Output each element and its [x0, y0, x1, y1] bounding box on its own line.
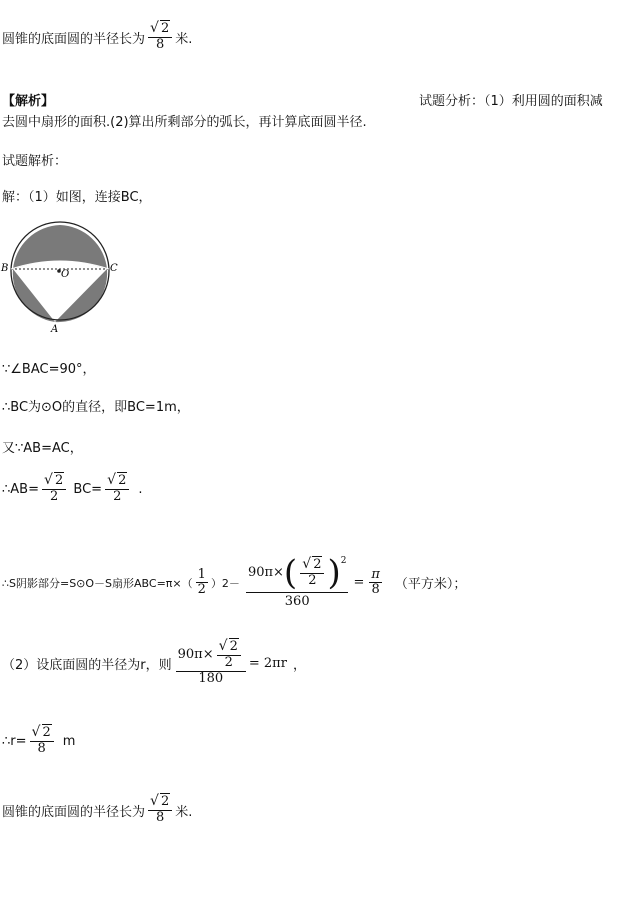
analysis-tag: 【解析】 — [2, 94, 55, 109]
arc-fraction: 90π× √ 2 2 180 — [176, 640, 246, 687]
step-ab-equation: ∴AB= √ 2 2 BC= √ 2 2 . — [2, 472, 143, 504]
analysis-second: 去圆中扇形的面积.(2)算出所剩部分的弧长，再计算底面圆半径. — [2, 115, 367, 130]
label-o: O — [61, 269, 70, 280]
half-fraction: $\frac{1}{2}$ — [197, 566, 206, 598]
r-fraction: √ 2 8 — [30, 726, 54, 757]
area-close: ）2－ — [210, 576, 240, 590]
label-a: A — [51, 324, 59, 335]
label-c: C — [110, 263, 118, 274]
area-prefix: ∴S阴影部分=S⊙O－S扇形ABC=π×（ — [2, 576, 193, 590]
analysis-right: 试题分析：（1）利用圆的面积减 — [419, 94, 603, 109]
radius-fraction: √ 2 8 — [148, 22, 172, 53]
label-b: B — [1, 263, 9, 274]
shaded-region — [13, 225, 107, 269]
circle-figure — [0, 220, 125, 335]
step-area: ∴S阴影部分=S⊙O－S扇形ABC=π×（ $\frac{1}{2}$ ）2－ 90π× ( √ 2 2 ) 2 360 = $\frac{\pi}{8}$ （平方米）； — [2, 553, 467, 609]
detail-label: 试题解析： — [2, 154, 68, 169]
step-1: 解：（1）如图，连接BC， — [2, 190, 152, 205]
sector-fraction: 90π× ( √ 2 2 ) 2 360 — [247, 553, 347, 609]
final-fraction: √ 2 8 — [148, 795, 172, 826]
shaded-side-left — [13, 269, 55, 322]
ab-fraction: √ 2 2 — [42, 474, 66, 505]
step-2: （2）设底面圆的半径为r，则 90π× √ 2 2 180 = 2πr ， — [2, 638, 306, 686]
answer-line-bottom: 圆锥的底面圆的半径长为 √ 2 8 米. — [2, 793, 193, 825]
answer-suffix: 米. — [175, 31, 193, 47]
result-fraction: $\frac{\pi}{8}$ — [371, 566, 380, 598]
answer-line-top — [2, 22, 192, 53]
step-r: ∴r= √ 2 8 m — [2, 724, 76, 756]
answer-prefix: 圆锥的底面圆的半径长为 — [2, 31, 146, 47]
step-bac: ∵∠BAC=90°， — [2, 362, 96, 377]
bc-fraction: √ 2 2 — [105, 474, 129, 505]
step-ab-ac: 又∵AB=AC， — [2, 441, 83, 456]
step-bc-diameter: ∴BC为⊙O的直径，即BC=1m， — [2, 400, 190, 415]
